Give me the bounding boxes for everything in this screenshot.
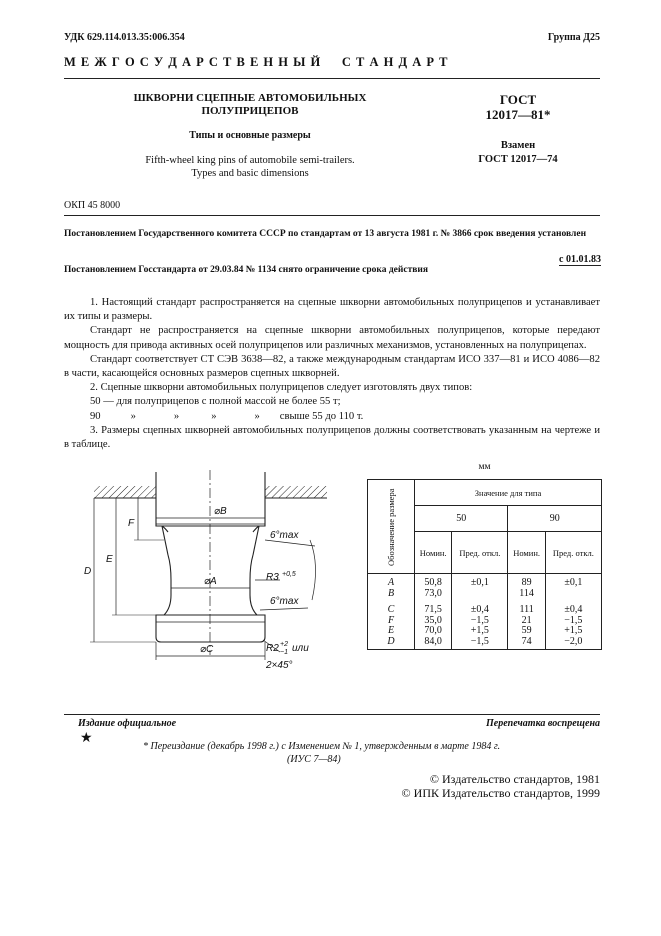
paragraph-2: Стандарт не распространяется на сцепные шкворни автомобильных полуприцепов, которые передают мощность для привода активных осей полуприцепов или различных механизмов, установленных на полуприцепах.: [64, 325, 600, 351]
cell-value: −1,5: [470, 614, 489, 626]
copyright-2: © ИПК Издательство стандартов, 1999: [401, 786, 600, 800]
cell-value: +1,5: [470, 625, 489, 636]
cell-t50: [452, 574, 508, 602]
cell-value: ±0,4: [470, 604, 489, 615]
cell-t90: [545, 601, 601, 650]
cell-t90: [545, 574, 601, 602]
ditto-mark: »: [211, 410, 217, 422]
cell-value: ±0,4: [564, 604, 583, 615]
star-icon: ★: [80, 731, 93, 746]
ius-note: (ИУС 7—84): [287, 754, 341, 765]
ditto-mark: »: [173, 410, 180, 422]
ditto-mark: »: [254, 410, 260, 422]
title-block: [64, 92, 436, 180]
cell-n90: [508, 574, 545, 602]
king-pin-drawing: [80, 470, 342, 680]
cell-value: ±0,1: [564, 577, 583, 588]
cell-value: 111: [519, 604, 534, 615]
cell-t50: [452, 601, 508, 650]
replace-label: Взамен: [500, 140, 536, 151]
cell-n50: [415, 601, 452, 650]
cell-value: 59: [521, 625, 532, 636]
reissue-note: * Переиздание (декабрь 1998 г.) с Изменением № 1, утвержденным в марте 1984 г.: [143, 741, 501, 752]
type-90: 90: [90, 410, 101, 422]
cell-n50: [415, 574, 452, 602]
nom-50-header: Номин.: [415, 532, 452, 574]
col-value-header: Значение для типа: [415, 480, 602, 506]
title-en-line1: Fifth-wheel king pins of automobile semi-trailers.: [145, 155, 355, 166]
cell-value: 89: [521, 577, 532, 588]
table-body: [368, 574, 602, 650]
cell-value: 84,0: [424, 635, 442, 647]
group-code: Группа Д25: [547, 32, 600, 43]
radius-2-tol-top: +2: [280, 641, 288, 648]
mass-range: свыше 55 до 110 т.: [279, 410, 364, 422]
cell-n90: [508, 601, 545, 650]
angle-label-1: 6°max: [270, 530, 299, 541]
col-designation: Обозначение размера: [368, 480, 415, 574]
cell-value: [452, 589, 507, 600]
udk-code: УДК 629.114.013.35:006.354: [64, 32, 185, 43]
paragraph-5: 50 — для полуприцепов с полной массой не более 55 т;: [90, 396, 341, 408]
okp-rule: [64, 215, 600, 216]
cell-value: D: [387, 635, 395, 647]
paragraph-1: 1. Настоящий стандарт распространяется на сцепные шкворни автомобильных полуприцепов и устанавливает их типы и размеры.: [64, 297, 600, 323]
cell-value: 35,0: [424, 614, 442, 626]
edition-label: Издание официальное: [78, 718, 177, 729]
replace-number: ГОСТ 12017—74: [478, 154, 558, 165]
table-row: [368, 574, 602, 602]
dim-d-label: D: [84, 566, 92, 577]
paragraph-4: 2. Сцепные шкворни автомобильных полуприцепов следует изготовлять двух типов:: [90, 382, 473, 394]
cell-value: F: [387, 614, 395, 626]
cell-value: 74: [521, 635, 532, 647]
cell-value: +1,5: [564, 625, 583, 636]
nom-90-header: Номин.: [508, 532, 545, 574]
subtitle-ru: Типы и основные размеры: [189, 130, 311, 141]
dim-c-label: ⌀C: [200, 644, 214, 655]
tol-90-header: Пред. откл.: [545, 532, 601, 574]
header-rule: [64, 78, 600, 79]
cell-d: [368, 601, 415, 650]
radius-2-tol-bot: −1: [280, 649, 288, 656]
radius-1-label: R3: [266, 572, 279, 583]
cell-value: 21: [521, 614, 532, 626]
dimensions-table: [367, 462, 602, 650]
dim-b-label: ⌀B: [214, 506, 227, 517]
ditto-mark: »: [130, 410, 136, 422]
gost-label: ГОСТ: [499, 92, 537, 107]
cell-value: ±0,1: [470, 577, 489, 588]
banner: М Е Ж Г О С У Д А Р С Т В Е Н Н Ы Й С Т А Н Д А Р Т: [64, 55, 449, 69]
dim-a-label: ⌀A: [204, 576, 217, 587]
table-unit: мм: [478, 462, 491, 472]
footer-rule: [64, 714, 600, 715]
cell-d: [368, 574, 415, 602]
radius-2-suffix: или: [292, 643, 309, 654]
type-90-header: 90: [508, 506, 602, 532]
dimensions-grid: [367, 479, 602, 650]
tol-50-header: Пред. откл.: [452, 532, 508, 574]
decree-1: Постановлением Государственного комитета СССР по стандартам от 13 августа 1981 г. № 3866 срок введения установлен: [64, 229, 587, 239]
cell-value: C: [387, 604, 395, 615]
type-50-header: 50: [415, 506, 508, 532]
cell-value: −1,5: [564, 614, 583, 626]
cell-value: [546, 589, 601, 600]
cell-value: −1,5: [470, 635, 489, 647]
dim-f-label: F: [128, 518, 135, 529]
cell-value: B: [387, 587, 395, 599]
chamfer-label: 2×45°: [266, 660, 293, 671]
cell-value: −2,0: [564, 635, 583, 647]
paragraph-6: [64, 410, 600, 424]
title-ru-line1: ШКВОРНИ СЦЕПНЫЕ АВТОМОБИЛЬНЫХ: [133, 92, 367, 104]
title-en-line2: Types and basic dimensions: [191, 168, 309, 179]
decree-date: с 01.01.83: [559, 254, 601, 265]
decree-2: Постановлением Госстандарта от 29.03.84 № 1134 снято ограничение срока действия: [64, 265, 429, 275]
cell-value: 50,8: [424, 577, 442, 588]
gost-number: 12017—81*: [485, 107, 551, 122]
okp-code: ОКП 45 8000: [64, 200, 121, 211]
cell-value: E: [387, 625, 395, 636]
paragraph-3: Стандарт соответствует СТ СЭВ 3638—82, а также международным стандартам ИСО 337—81 и ИСО 4086—82 в части, касающейся основных размеров сцепных шкворней.: [64, 353, 600, 380]
radius-1-tolerance: +0,5: [282, 571, 296, 578]
table-row: [368, 601, 602, 650]
cell-value: 114: [519, 587, 534, 599]
angle-label-2: 6°max: [270, 596, 299, 607]
radius-2-label: R2: [266, 643, 279, 654]
cell-value: 73,0: [424, 587, 442, 599]
gost-block: [434, 92, 602, 165]
cell-value: 71,5: [424, 604, 442, 615]
paragraph-7: 3. Размеры сцепных шкворней автомобильных полуприцепов должны соответствовать указанным на чертеже и в таблице.: [64, 424, 600, 451]
dim-e-label: E: [106, 554, 113, 565]
body-text: [64, 296, 600, 452]
reprint-label: Перепечатка воспрещена: [486, 718, 600, 729]
cell-value: 70,0: [424, 625, 442, 636]
copyright-1: © Издательство стандартов, 1981: [429, 772, 600, 786]
cell-value: A: [387, 577, 395, 588]
title-ru-line2: ПОЛУПРИЦЕПОВ: [201, 105, 299, 117]
